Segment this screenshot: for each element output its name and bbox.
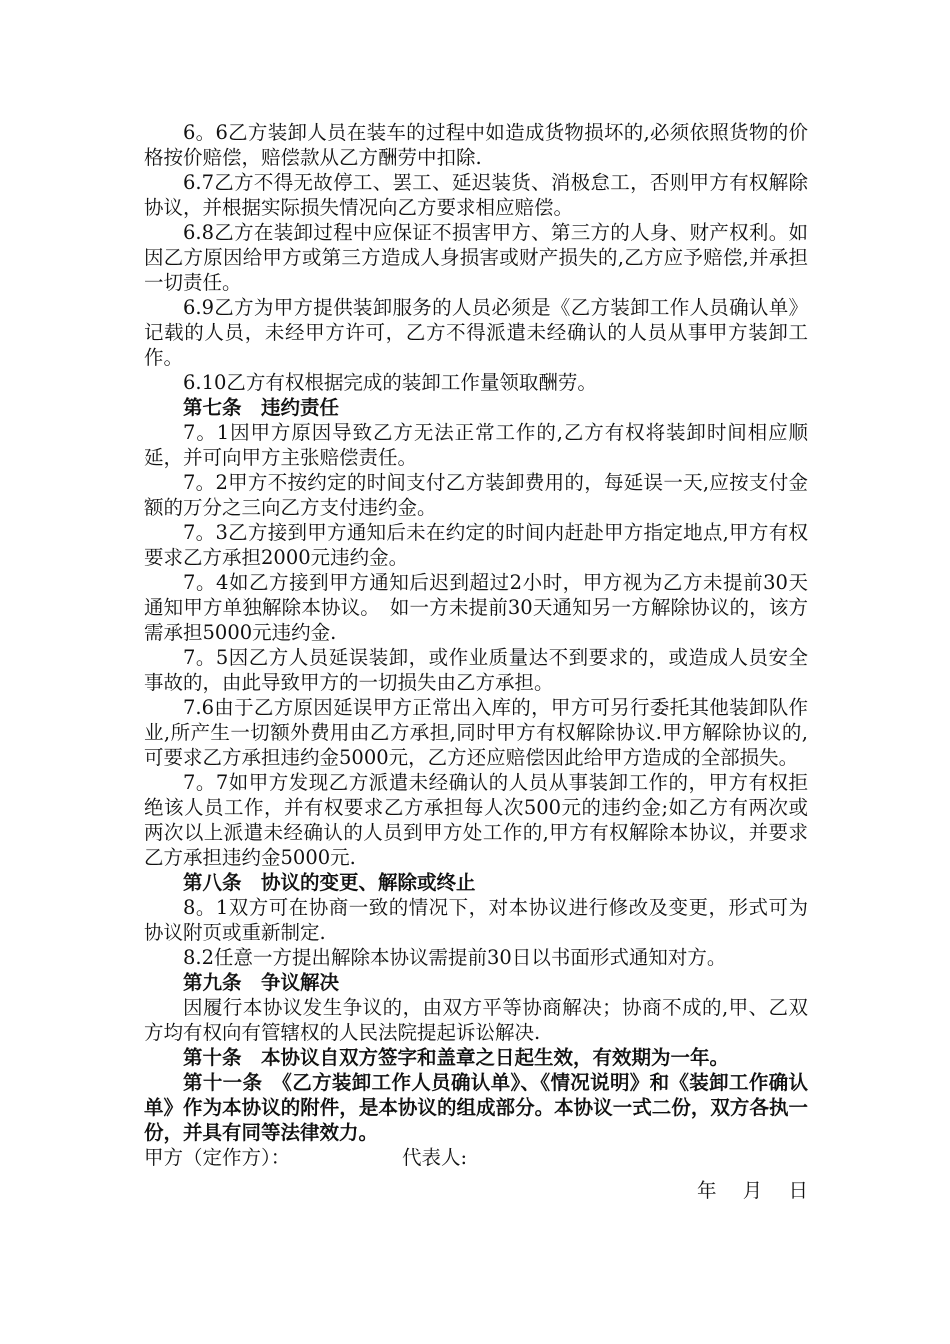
article-7-heading: 第七条 违约责任 bbox=[183, 396, 340, 419]
clause-7-3: 7。3乙方接到甲方通知后未在约定的时间内赶赴甲方指定地点,甲方有权要求乙方承担2000元违约金。 bbox=[144, 521, 808, 569]
article-11: 第十一条 《乙方装卸工作人员确认单》、《情况说明》和《装卸工作确认单》作为本协议的附件，是本协议的组成部分。本协议一式二份，双方各执一份，并具有同等法律效力。 bbox=[144, 1071, 808, 1144]
clause-9: 因履行本协议发生争议的，由双方平等协商解决；协商不成的,甲、乙双方均有权向有管辖权的人民法院提起诉讼解决. bbox=[144, 996, 808, 1044]
article-8-heading: 第八条 协议的变更、解除或终止 bbox=[183, 871, 476, 894]
clause-7-7: 7。7如甲方发现乙方派遣未经确认的人员从事装卸工作的，甲方有权拒绝该人员工作，并有权要求乙方承担每人次500元的违约金;如乙方有两次或两次以上派遣未经确认的人员到甲方处工作的,甲方有权解除本协议，并要求乙方承担违约金5000元. bbox=[144, 771, 808, 869]
date-line bbox=[144, 1178, 808, 1203]
party-a-label: 甲方（定作方）： bbox=[144, 1146, 291, 1169]
clause-6-10: 6.10乙方有权根据完成的装卸工作量领取酬劳。 bbox=[183, 371, 597, 394]
clause-7-5: 7。5因乙方人员延误装卸，或作业质量达不到要求的，或造成人员安全事故的，由此导致甲方的一切损失由乙方承担。 bbox=[144, 646, 808, 694]
date-day: 日 bbox=[788, 1179, 808, 1202]
clause-7-1: 7。1因甲方原因导致乙方无法正常工作的,乙方有权将装卸时间相应顺延，并可向甲方主张赔偿责任。 bbox=[144, 421, 808, 469]
article-9-heading: 第九条 争议解决 bbox=[183, 971, 340, 994]
clause-6-7: 6.7乙方不得无故停工、罢工、延迟装货、消极怠工，否则甲方有权解除协议，并根据实际损失情况向乙方要求相应赔偿。 bbox=[144, 171, 808, 219]
document-page bbox=[144, 120, 808, 1203]
clause-8-2: 8.2任意一方提出解除本协议需提前30日以书面形式通知对方。 bbox=[183, 946, 727, 969]
clause-7-4: 7。4如乙方接到甲方通知后迟到超过2小时，甲方视为乙方未提前30天通知甲方单独解除本协议。 如一方未提前30天通知另一方解除协议的，该方需承担5000元违约金. bbox=[144, 571, 808, 644]
date-year: 年 bbox=[697, 1179, 717, 1202]
clause-7-6: 7.6由于乙方原因延误甲方正常出入库的，甲方可另行委托其他装卸队作业,所产生一切额外费用由乙方承担,同时甲方有权解除协议.甲方解除协议的,可要求乙方承担违约金5000元，乙方还应赔偿因此给甲方造成的全部损失。 bbox=[144, 696, 808, 769]
clause-6-9: 6.9乙方为甲方提供装卸服务的人员必须是《乙方装卸工作人员确认单》记载的人员，未经甲方许可，乙方不得派遣未经确认的人员从事甲方装卸工作。 bbox=[144, 296, 808, 369]
clause-7-2: 7。2甲方不按约定的时间支付乙方装卸费用的，每延误一天,应按支付金额的万分之三向乙方支付违约金。 bbox=[144, 471, 808, 519]
date-month: 月 bbox=[742, 1179, 763, 1202]
signature-row bbox=[144, 1145, 808, 1170]
article-10: 第十条 本协议自双方签字和盖章之日起生效，有效期为一年。 bbox=[183, 1046, 730, 1069]
representative-label: 代表人: bbox=[402, 1146, 468, 1169]
clause-6-8: 6.8乙方在装卸过程中应保证不损害甲方、第三方的人身、财产权利。如因乙方原因给甲方或第三方造成人身损害或财产损失的,乙方应予赔偿,并承担一切责任。 bbox=[144, 221, 808, 294]
clause-6-6: 6。6乙方装卸人员在装车的过程中如造成货物损坏的,必须依照货物的价格按价赔偿，赔偿款从乙方酬劳中扣除. bbox=[144, 121, 808, 169]
clause-8-1: 8。1双方可在协商一致的情况下，对本协议进行修改及变更，形式可为协议附页或重新制定. bbox=[144, 896, 808, 944]
